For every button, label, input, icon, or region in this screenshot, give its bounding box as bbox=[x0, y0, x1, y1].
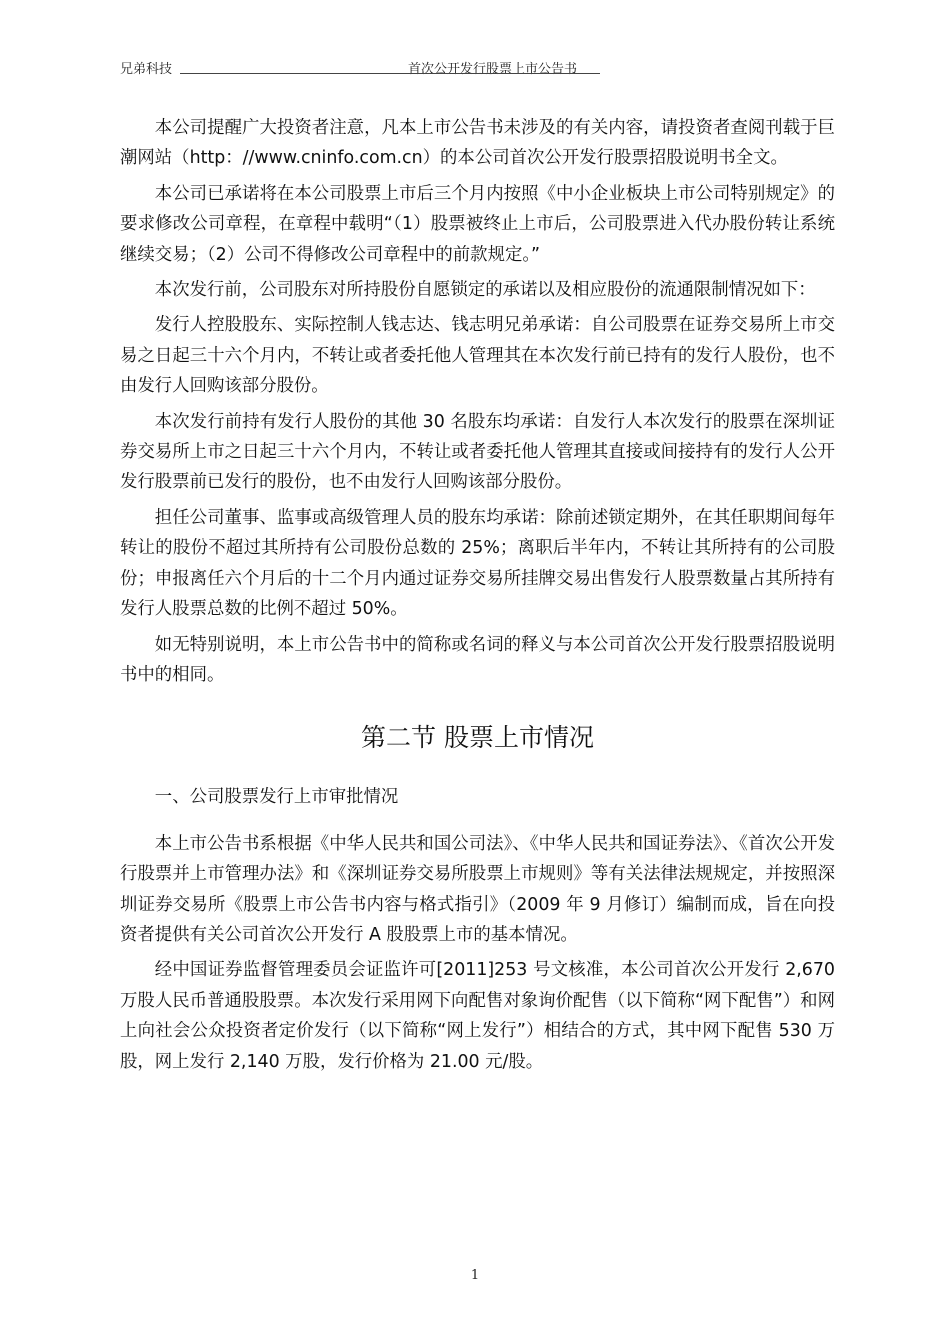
document-body bbox=[120, 113, 835, 1082]
paragraph-legal-basis: 本上市公告书系根据《中华人民共和国公司法》、《中华人民共和国证券法》、《首次公开发行股票并上市管理办法》和《深圳证券交易所股票上市规则》等有关法律法规规定，并按照深圳证券交易所《股票上市公告书内容与格式指引》（2009 年 9 月修订）编制而成，旨在向投资者提供有关公司首次公开发行 A 股股票上市的基本情况。 bbox=[120, 833, 835, 945]
paragraph-shareholder-lockup: 本次发行前持有发行人股份的其他 30 名股东均承诺：自发行人本次发行的股票在深圳证券交易所上市之日起三十六个月内，不转让或者委托他人管理其直接或间接持有的发行人公开发行股票前已发行的股份，也不由发行人回购该部分股份。 bbox=[120, 411, 835, 493]
paragraph-controller-lockup: 发行人控股股东、实际控制人钱志达、钱志明兄弟承诺：自公司股票在证券交易所上市交易之日起三十六个月内，不转让或者委托他人管理其在本次发行前已持有的发行人股份，也不由发行人回购该部分股份。 bbox=[120, 315, 835, 397]
paragraph-lockup-intro: 本次发行前，公司股东对所持股份自愿锁定的承诺以及相应股份的流通限制情况如下： bbox=[154, 280, 816, 301]
page-number: 1 bbox=[470, 1268, 480, 1283]
paragraph-approval: 经中国证券监督管理委员会证监许可[2011]253 号文核准，本公司首次公开发行 2,670 万股人民币普通股股票。本次发行采用网下向配售对象询价配售（以下简称“网下配售”）和网上向社会公众投资者定价发行（以下简称“网上发行”）相结合的方式，其中网下配售 530 万股，网上发行 2,140 万股，发行价格为 21.00 元/股。 bbox=[120, 960, 835, 1072]
header-company: 兄弟科技 bbox=[120, 62, 173, 77]
paragraph-articles-commitment: 本公司已承诺将在本公司股票上市后三个月内按照《中小企业板块上市公司特别规定》的要求修改公司章程，在章程中载明“（1）股票被终止上市后，公司股票进入代办股份转让系统继续交易；（2）公司不得修改公司章程中的前款规定。” bbox=[120, 183, 835, 265]
section-subheading: 一、公司股票发行上市审批情况 bbox=[154, 787, 399, 808]
page-header bbox=[120, 58, 830, 78]
paragraph-director-lockup: 担任公司董事、监事或高级管理人员的股东均承诺：除前述锁定期外，在其任职期间每年转让的股份不超过其所持有公司股份总数的 25%；离职后半年内，不转让其所持有的公司股份；申报离任六个月后的十二个月内通过证券交易所挂牌交易出售发行人股票数量占其所持有发行人股票总数的比例不超过 50%。 bbox=[120, 507, 835, 620]
paragraph-notice: 本公司提醒广大投资者注意，凡本上市公告书未涉及的有关内容，请投资者查阅刊载于巨潮网站（http：//www.cninfo.com.cn）的本公司首次公开发行股票招股说明书全文。 bbox=[120, 118, 835, 169]
header-document-title: 首次公开发行股票上市公告书 bbox=[408, 62, 578, 77]
section-title: 第二节 股票上市情况 bbox=[361, 723, 594, 753]
paragraph-definitions: 如无特别说明，本上市公告书中的简称或名词的释义与本公司首次公开发行股票招股说明书中的相同。 bbox=[120, 634, 835, 685]
header-rule bbox=[180, 73, 600, 74]
